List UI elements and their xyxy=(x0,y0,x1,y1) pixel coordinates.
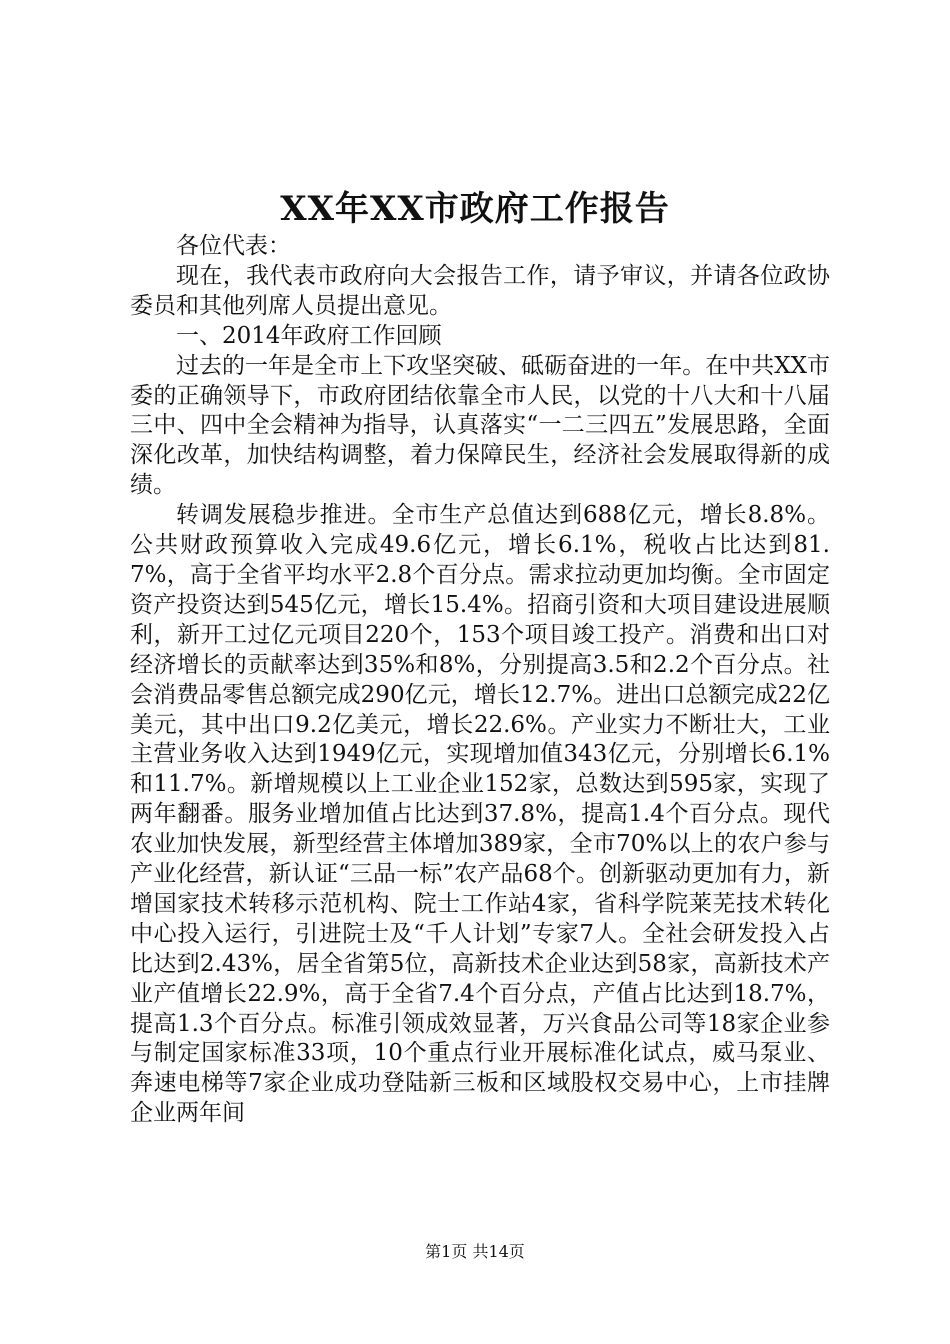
development-paragraph: 转调发展稳步推进。全市生产总值达到688亿元，增长8.8%。公共财政预算收入完成49.6亿元，增长6.1%，税收占比达到81.7%，高于全省平均水平2.8个百分点。需求拉动更加均衡。全市固定资产投资达到545亿元，增长15.4%。招商引资和大项目建设进展顺利，新开工过亿元项目220个，153个项目竣工投产。消费和出口对经济增长的贡献率达到35%和8%，分别提高3.5和2.2个百分点。社会消费品零售总额完成290亿元，增长12.7%。进出口总额完成22亿美元，其中出口9.2亿美元，增长22.6%。产业实力不断壮大，工业主营业务收入达到1949亿元，实现增加值343亿元，分别增长6.1%和11.7%。新增规模以上工业企业152家，总数达到595家，实现了两年翻番。服务业增加值占比达到37.8%，提高1.4个百分点。现代农业加快发展，新型经营主体增加389家，全市70%以上的农户参与产业化经营，新认证“三品一标”农产品68个。创新驱动更加有力，新增国家技术转移示范机构、院士工作站4家，省科学院莱芜技术转化中心投入运行，引进院士及“千人计划”专家7人。全社会研发投入占比达到2.43%，居全省第5位，高新技术企业达到58家，高新技术产业产值增长22.9%，高于全省7.4个百分点，产值占比达到18.7%，提高1.3个百分点。标准引领成效显著，万兴食品公司等18家企业参与制定国家标准33项，10个重点行业开展标准化试点，威马泵业、奔速电梯等7家企业成功登陆新三板和区域股权交易中心，上市挂牌企业两年间 xyxy=(130,502,830,1127)
page-title: XX年XX市政府工作报告 xyxy=(280,189,670,229)
document-body xyxy=(130,232,830,1129)
section-heading: 一、2014年政府工作回顾 xyxy=(176,322,442,349)
page-footer: 第1页 共14页 xyxy=(425,1242,525,1261)
review-paragraph: 过去的一年是全市上下攻坚突破、砥砺奋进的一年。在中共XX市委的正确领导下，市政府团结依靠全市人民，以党的十八大和十八届三中、四中全会精神为指导，认真落实“一二三四五”发展思路，全面深化改革，加快结构调整，着力保障民生，经济社会发展取得新的成绩。 xyxy=(130,352,830,499)
salutation-paragraph: 各位代表： xyxy=(176,233,291,259)
intro-paragraph: 现在，我代表市政府向大会报告工作，请予审议，并请各位政协委员和其他列席人员提出意见。 xyxy=(130,262,830,319)
